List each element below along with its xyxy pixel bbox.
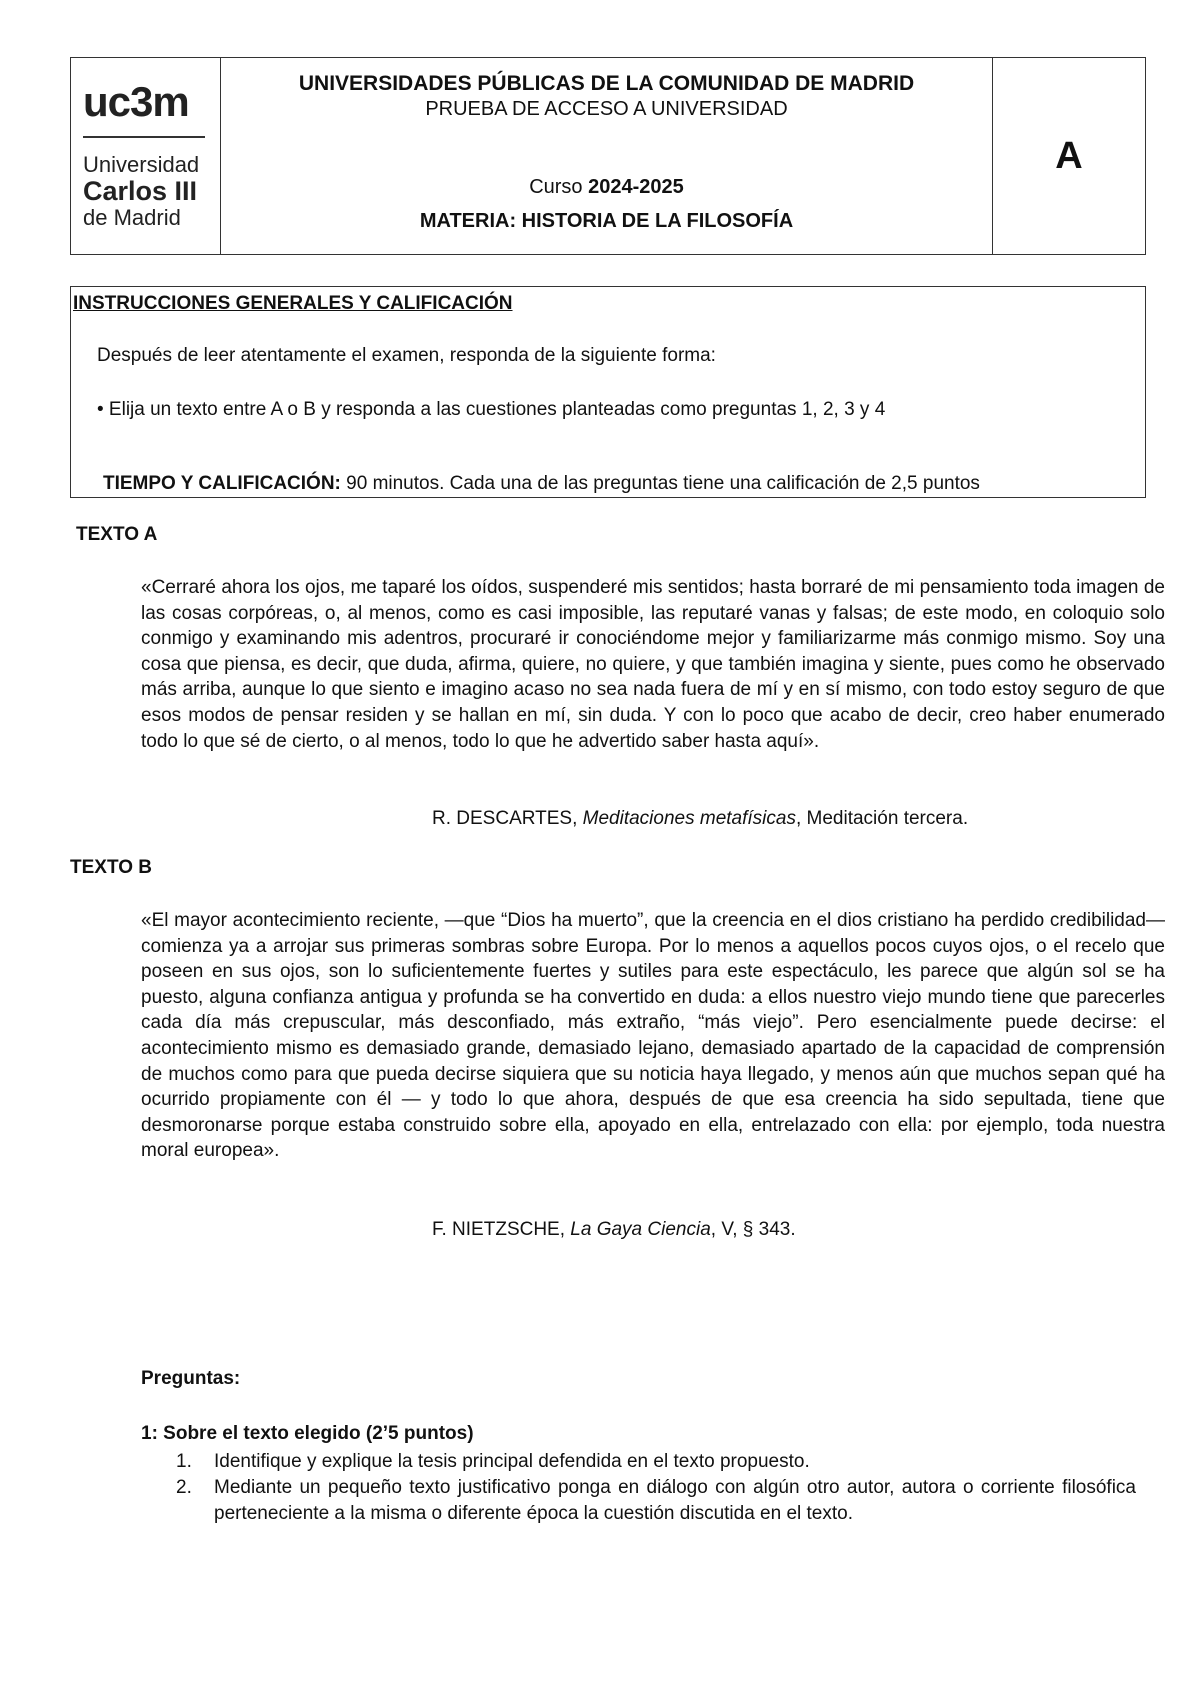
questions-heading: Preguntas: [141, 1368, 241, 1389]
texto-b-ref: , V, § 343. [710, 1219, 796, 1240]
texto-a-ref: , Meditación tercera. [795, 808, 969, 829]
texto-b-body: «El mayor acontecimiento reciente, —que “Dios ha muerto”, que la creencia en el dios cristiano ha perdido credibilidad— comienza ya a arrojar sus primeras sombras sobre Europa. Por lo menos a aquellos pocos cuyos ojos, o el recelo que poseen en sus ojos, son lo suficientemente fuertes y sutiles para este espectáculo, les parece que algún sol se ha puesto, alguna confianza antigua y profunda se ha convertido en duda: a ellos nuestro viejo mundo tiene que parecerles cada día más crepuscular, más desconfiado, más extraño, “más viejo”. Pero esencialmente puede decirse: el acontecimiento mismo es demasiado grande, demasiado lejano, demasiado apartado de la capacidad de comprensión de muchos como para que pueda decirse siquiera que su noticia haya llegado, y menos aún que muchos sepan qué ha ocurrido propiamente con él — y todo lo que ahora, después de que esa creencia ha sido sepultada, tiene que desmoronarse porque estaba construido sobre ella, apoyado en ella, entrelazado con ella: por ejemplo, toda nuestra moral europea». [141, 910, 1165, 1162]
list-item [176, 1475, 1136, 1527]
instructions-bullet: • Elija un texto entre A o B y responda a las cuestiones planteadas como preguntas 1, 2, 3 y 4 [97, 399, 886, 420]
instructions-intro: Después de leer atentamente el examen, responda de la siguiente forma: [97, 345, 716, 366]
texto-b-heading: TEXTO B [70, 857, 152, 878]
course-label: Curso [529, 176, 583, 198]
item-number: 2. [176, 1477, 192, 1498]
instructions-title: INSTRUCCIONES GENERALES Y CALIFICACIÓN [73, 293, 513, 314]
time-text: 90 minutos. Cada una de las preguntas tiene una calificación de 2,5 puntos [340, 473, 980, 494]
texto-a-citation [432, 808, 968, 830]
item-number: 1. [176, 1451, 192, 1472]
header-subtitle: PRUEBA DE ACCESO A UNIVERSIDAD [425, 98, 788, 120]
texto-a-work: Meditaciones metafísicas [582, 808, 796, 829]
course-line [221, 176, 992, 199]
texto-a-heading: TEXTO A [76, 524, 158, 545]
item-text: Identifique y explique la tesis principal defendida en el texto propuesto. [214, 1451, 810, 1472]
texto-b-work: La Gaya Ciencia [570, 1219, 711, 1240]
time-grading [103, 473, 980, 495]
header-titles [221, 58, 993, 254]
texto-a-author: R. DESCARTES, [432, 808, 583, 829]
exam-header [70, 57, 1146, 255]
question-1-title: 1: Sobre el texto elegido (2’5 puntos) [141, 1423, 474, 1444]
logo-line-3: de Madrid [83, 204, 181, 230]
list-item [176, 1449, 1136, 1475]
logo-line-1: Universidad [83, 151, 200, 177]
texto-a-body: «Cerraré ahora los ojos, me taparé los oídos, suspenderé mis sentidos; hasta borraré de mi pensamiento toda imagen de las cosas corpóreas, o, al menos, como es casi imposible, las reputaré vanas y falsas; de este modo, en coloquio solo conmigo y examinando mis adentros, procuraré ir conociéndome mejor y familiarizarme más conmigo mismo. Soy una cosa que piensa, es decir, que duda, afirma, quiere, no quiere, y que también imagina y siente, pues como he observado más arriba, aunque lo que siento e imagino acaso no sea nada fuera de mí y en sí mismo, con todo estoy seguro de que esos modos de pensar residen y se hallan en mí, sin duda. Y con lo poco que acabo de decir, creo haber enumerado todo lo que sé de cierto, o al menos, todo lo que he advertido saber hasta aquí». [141, 577, 1165, 752]
logo-line-2: Carlos III [83, 175, 198, 206]
course-value: 2024-2025 [588, 176, 684, 198]
time-label: TIEMPO Y CALIFICACIÓN: [103, 473, 341, 494]
subject-line: MATERIA: HISTORIA DE LA FILOSOFÍA [419, 210, 794, 232]
texto-b-citation [432, 1219, 796, 1241]
item-text: Mediante un pequeño texto justificativo ponga en diálogo con algún otro autor, autora o corriente filosófica perteneciente a la misma o diferente época la cuestión discutida en el texto. [214, 1477, 1136, 1524]
question-1-list [176, 1449, 1136, 1527]
university-logo [71, 58, 221, 254]
logo-divider [83, 136, 205, 138]
header-title: UNIVERSIDADES PÚBLICAS DE LA COMUNIDAD DE MADRID [298, 72, 915, 95]
logo-mark: uc3m [83, 78, 189, 125]
instructions-box [70, 286, 1146, 498]
texto-b-author: F. NIETZSCHE, [432, 1219, 571, 1240]
exam-letter: A [1055, 134, 1083, 177]
